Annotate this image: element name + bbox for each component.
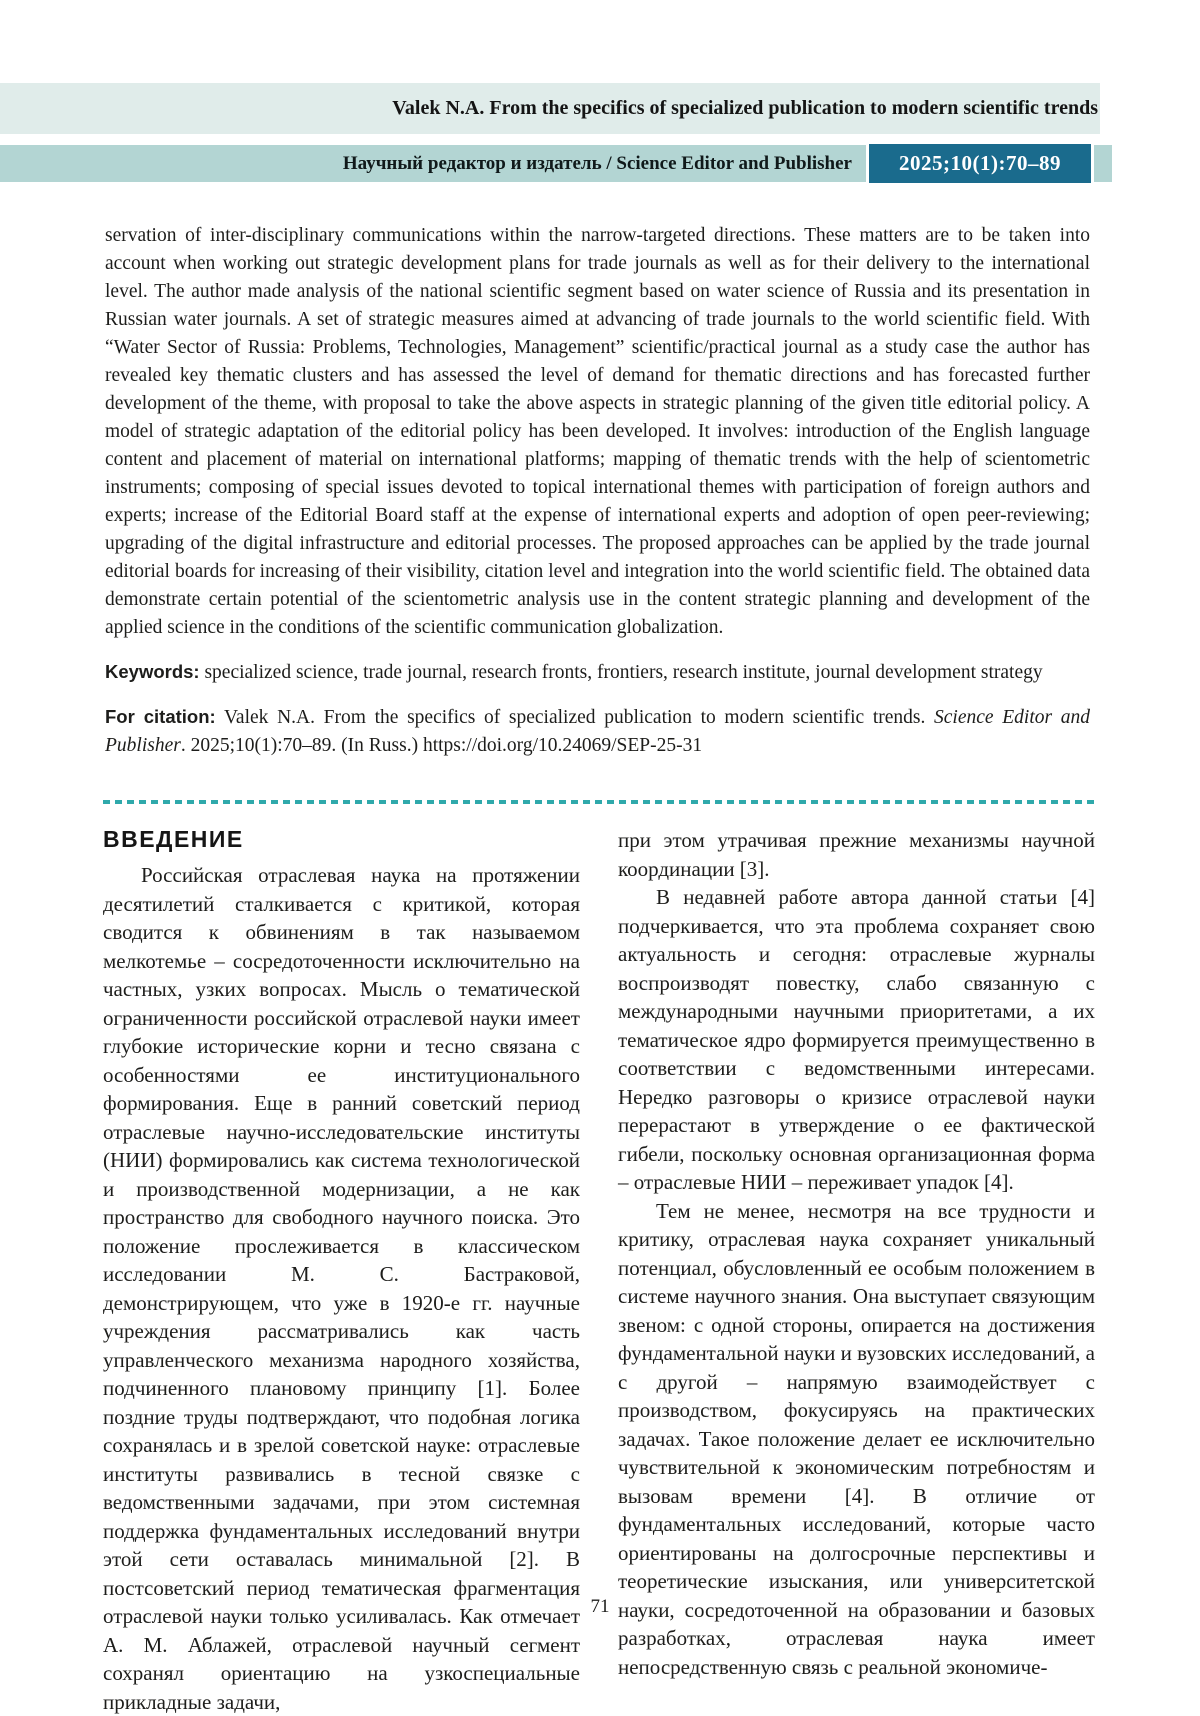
issue-badge: 2025;10(1):70–89: [866, 141, 1094, 186]
citation-line: [105, 703, 1090, 760]
running-title: Valek N.A. From the specifics of specialized publication to modern scientific trends: [392, 97, 1098, 119]
page-number: 71: [590, 1596, 610, 1617]
right-column: [618, 826, 1095, 1679]
running-head-bar: [0, 83, 1100, 134]
dashed-divider: [103, 800, 1095, 804]
doi-link: . 2025;10(1):70–89. (In Russ.) https://doi.org/10.24069/SEP-25-31: [180, 735, 703, 756]
abstract-text: servation of inter-disciplinary communications within the narrow-targeted directions. These matters are to be taken into account when working out strategic development plans for trade journals as well as for their delivery to the international level. The author made analysis of the national scientific segment based on water science of Russia and its presentation in Russian water journals. A set of strategic measures aimed at advancing of trade journals to the world scientific field. With “Water Sector of Russia: Problems, Technologies, Management” scientific/practical journal as a study case the author has revealed key thematic clusters and has assessed the level of demand for thematic directions and has forecasted further development of the theme, with proposal to take the above aspects in strategic planning of the given title editorial policy. A model of strategic adaptation of the editorial policy has been developed. It involves: introduction of the English language content and placement of material on international platforms; mapping of thematic trends with the help of scientometric instruments; composing of special issues devoted to topical international themes with participation of foreign authors and experts; increase of the Editorial Board staff at the expense of international experts and adoption of open peer-reviewing; upgrading of the digital infrastructure and editorial processes. The proposed approaches can be applied by the trade journal editorial boards for increasing of their visibility, citation level and integration into the world scientific field. The obtained data demonstrate certain potential of the scientometric analysis use in the content strategic planning and development of the applied science in the conditions of the scientific communication globalization.: [105, 225, 1090, 638]
intro-paragraph-continuation: при этом утрачивая прежние механизмы научной координации [3].: [618, 828, 1095, 881]
citation-label: For citation:: [105, 706, 216, 727]
journal-bar: [0, 145, 1112, 182]
abstract-block: [105, 222, 1090, 760]
keywords-text: specialized science, trade journal, research fronts, frontiers, research institute, journal development strategy: [204, 662, 1043, 683]
intro-paragraph-2: В недавней работе автора данной статьи [4] подчеркивается, что эта проблема сохраняет свою актуальность и сегодня: отраслевые журналы воспроизводят повестку, слабо связанную с международными научными приоритетами, а их тематическое ядро формируется преимущественно в соответствии с ведомственными интересами. Нередко разговоры о кризисе отраслевой науки перерастают в утверждение о ее фактической гибели, поскольку основная организационная форма – отраслевые НИИ – переживает упадок [4].: [618, 885, 1095, 1194]
left-column: [103, 826, 580, 1714]
citation-journal-name: Science Editor and Publisher: [105, 707, 1090, 756]
intro-paragraph-left: Российская отраслевая наука на протяжении десятилетий сталкивается с критикой, которая сводится к обвинениям в так называемом мелкотемье – сосредоточенности исключительно на частных, узких вопросах. Мысль о тематической ограниченности российской отраслевой науки имеет глубокие исторические корни и тесно связана с особенностями ее институционального формирования. Еще в ранний советский период отраслевые научно-исследовательские институты (НИИ) формировались как система технологической и производственной модернизации, а не как пространство для свободного научного поиска. Это положение прослеживается в классическом исследовании М. С. Бастраковой, демонстрирующем, что уже в 1920-е гг. научные учреждения рассматривались как часть управленческого механизма народного хозяйства, подчиненного плановому принципу [1]. Более поздние труды подтверждают, что подобная логика сохранялась и в зрелой советской науке: отраслевые институты развивались в тесной связке с ведомственными задачами, при этом системная поддержка фундаментальных исследований внутри этой сети оставалась минимальной [2]. В постсоветский период тематическая фрагментация отраслевой науки только усиливалась. Как отмечает А. М. Аблажей, отраслевой научный сегмент сохранял ориентацию на узкоспециальные прикладные задачи,: [103, 863, 580, 1714]
citation-text: Valek N.A. From the specifics of specialized publication to modern scientific trends.: [224, 707, 935, 728]
intro-paragraph-3: Тем не менее, несмотря на все трудности и критику, отраслевая наука сохраняет уникальный потенциал, обусловленный ее особым положением в системе научного знания. Она выступает связующим звеном: с одной стороны, опирается на достижения фундаментальной науки и вузовских исследований, а с другой – напрямую взаимодействует с производством, фокусируясь на практических задачах. Такое положение делает ее исключительно чувствительной к экономическим потребностям и вызовам времени [4]. В отличие от фундаментальных исследований, которые часто ориентированы на долгосрочные перспективы и теоретические изыскания, или университетской науки, сосредоточенной на образовании и базовых разработках, отраслевая наука имеет непосредственную связь с реальной экономиче-: [618, 1198, 1095, 1679]
introduction-heading: ВВЕДЕНИЕ: [103, 826, 244, 852]
keywords-line: [105, 658, 1090, 687]
keywords-label: Keywords:: [105, 661, 200, 682]
journal-title: Научный редактор и издатель / Science Editor and Publisher: [342, 152, 852, 174]
